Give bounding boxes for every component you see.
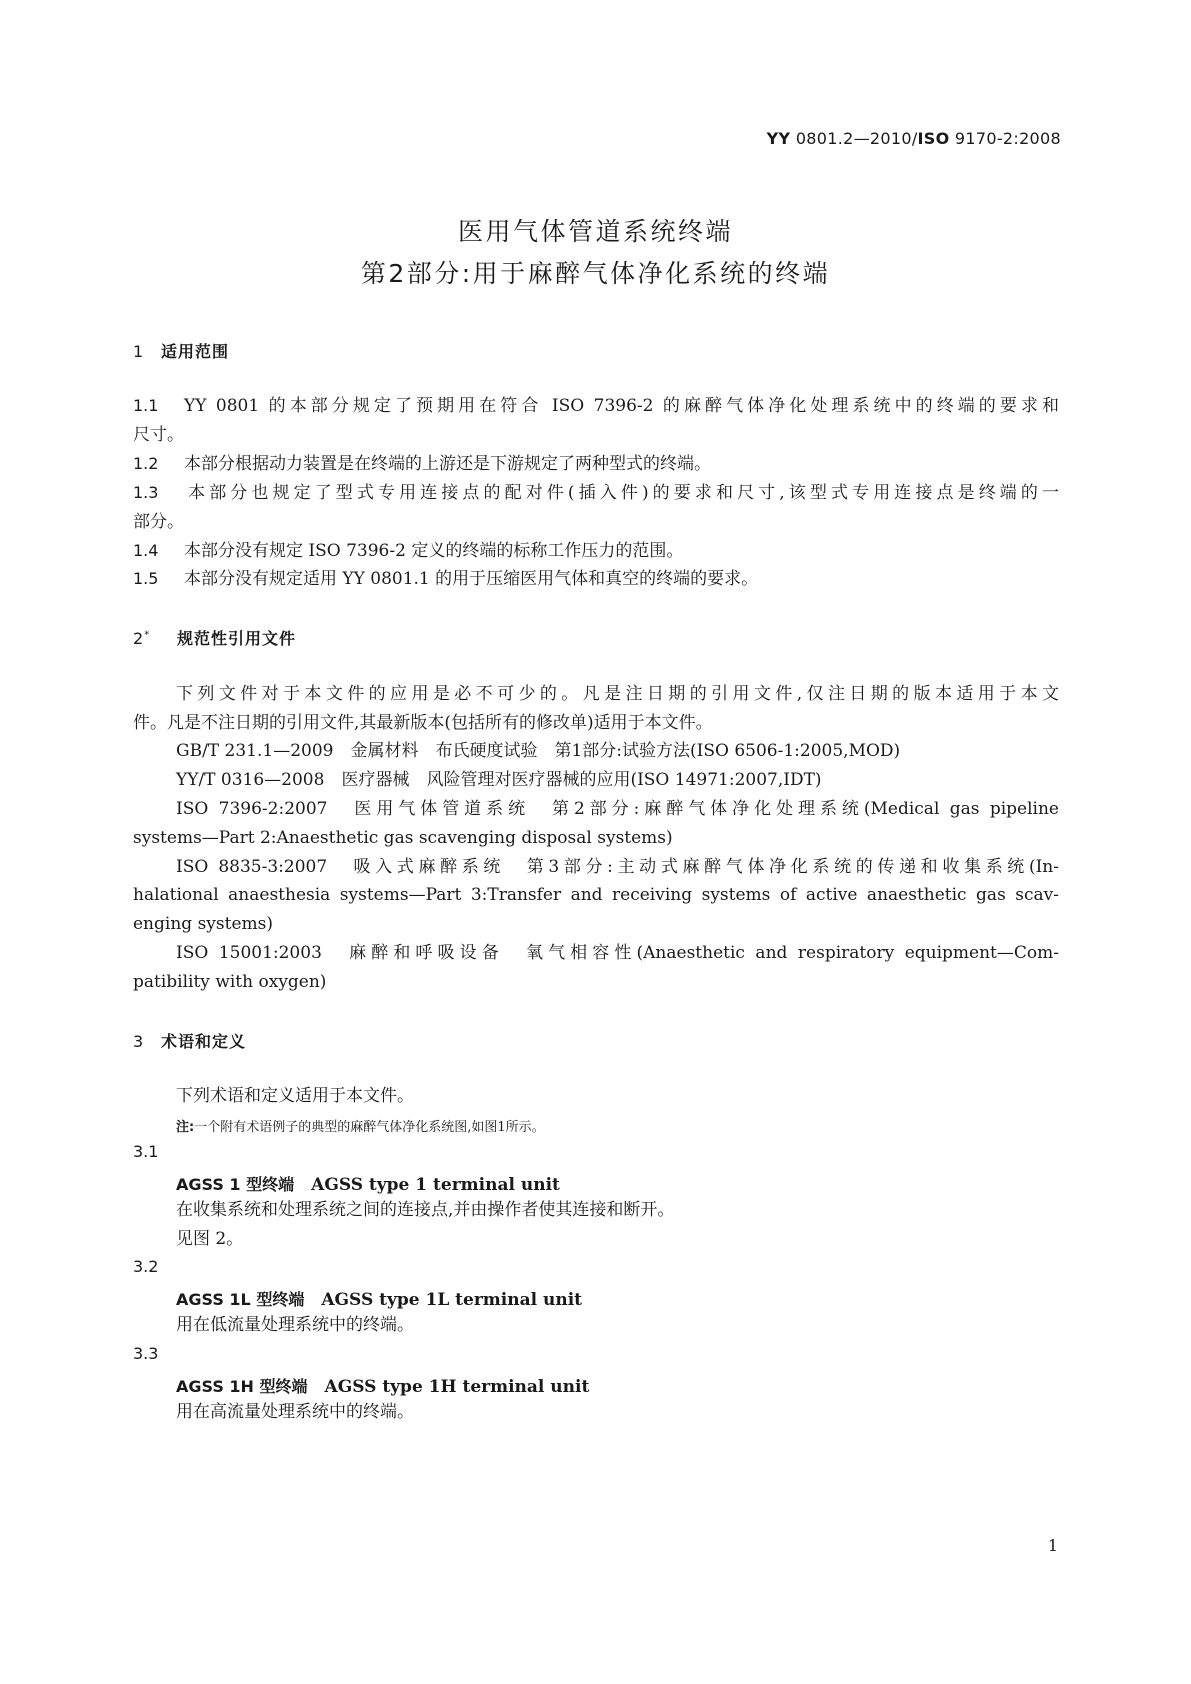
clause-1-5-number: 1.5 bbox=[133, 569, 159, 588]
section-2-heading bbox=[133, 626, 296, 649]
clause-1-4 bbox=[133, 541, 1059, 561]
clause-1-1-line-1 bbox=[133, 396, 1059, 416]
term-3-2-zh: AGSS 1L 型终端 bbox=[176, 1290, 305, 1309]
section-2-number bbox=[133, 629, 177, 648]
clause-1-2-text: 本部分根据动力装置是在终端的上游还是下游规定了两种型式的终端。 bbox=[184, 454, 711, 474]
clause-1-3-text-1: 本部分也规定了型式专用连接点的配对件(插入件)的要求和尺寸,该型式专用连接点是终端的一 bbox=[184, 483, 1059, 503]
term-3-2-title bbox=[176, 1285, 582, 1310]
section-1-title: 适用范围 bbox=[161, 342, 230, 361]
section-3-title: 术语和定义 bbox=[161, 1032, 247, 1051]
clause-1-1-line-2: 尺寸。 bbox=[133, 425, 184, 445]
section-1-number: 1 bbox=[133, 342, 145, 361]
term-3-2-number: 3.2 bbox=[133, 1257, 159, 1276]
reference-iso-7396-2-line-1: ISO 7396-2:2007 医用气体管道系统 第2部分:麻醉气体净化处理系统(Medical gas pipeline bbox=[176, 799, 1059, 819]
reference-iso-7396-2-line-2: systems—Part 2:Anaesthetic gas scavenging disposal systems) bbox=[133, 828, 673, 848]
clause-1-1-text-1: YY 0801 的本部分规定了预期用在符合 ISO 7396-2 的麻醉气体净化处理系统中的终端的要求和 bbox=[184, 396, 1059, 416]
section-2-mark: * bbox=[144, 629, 151, 641]
section-3-note bbox=[176, 1116, 545, 1135]
iso-number: 9170-2:2008 bbox=[954, 129, 1061, 148]
clause-1-3-number: 1.3 bbox=[133, 483, 159, 502]
term-3-1-en: AGSS type 1 terminal unit bbox=[311, 1175, 560, 1195]
reference-iso-15001-line-2: patibility with oxygen) bbox=[133, 972, 327, 992]
term-3-3-zh: AGSS 1H 型终端 bbox=[176, 1377, 308, 1396]
iso-prefix: ISO bbox=[917, 129, 950, 148]
section-3-heading bbox=[133, 1029, 246, 1052]
note-text: 一个附有术语例子的典型的麻醉气体净化系统图,如图1所示。 bbox=[194, 1120, 545, 1135]
reference-gbt-231-1: GB/T 231.1—2009 金属材料 布氏硬度试验 第1部分:试验方法(ISO 6506-1:2005,MOD) bbox=[176, 741, 901, 761]
term-3-3-en: AGSS type 1H terminal unit bbox=[324, 1377, 590, 1397]
term-3-3-number: 3.3 bbox=[133, 1344, 159, 1363]
clause-1-3-line-1 bbox=[133, 483, 1059, 503]
term-3-2-definition: 用在低流量处理系统中的终端。 bbox=[176, 1315, 414, 1335]
clause-1-3-line-2: 部分。 bbox=[133, 512, 184, 532]
term-3-1-see-figure: 见图 2。 bbox=[176, 1229, 244, 1249]
section-3-number: 3 bbox=[133, 1032, 145, 1051]
section-3-intro: 下列术语和定义适用于本文件。 bbox=[176, 1086, 414, 1106]
term-3-1-zh: AGSS 1 型终端 bbox=[176, 1175, 295, 1194]
std-number: 0801.2—2010/ bbox=[795, 129, 918, 148]
term-3-2-en: AGSS type 1L terminal unit bbox=[321, 1290, 583, 1310]
reference-iso-8835-3-line-2: halational anaesthesia systems—Part 3:Transfer and receiving systems of active anaesthetic gas scav- bbox=[133, 885, 1059, 905]
reference-iso-8835-3-line-3: enging systems) bbox=[133, 914, 273, 934]
note-label: 注: bbox=[176, 1120, 195, 1135]
title-line-1: 医用气体管道系统终端 bbox=[457, 217, 733, 246]
term-3-1-title bbox=[176, 1170, 560, 1195]
section-2-intro-line-1: 下列文件对于本文件的应用是必不可少的。凡是注日期的引用文件,仅注日期的版本适用于本文 bbox=[176, 684, 1059, 704]
section-1-heading bbox=[133, 339, 229, 362]
title-line-2: 第2部分:用于麻醉气体净化系统的终端 bbox=[360, 259, 831, 288]
clause-1-1-number: 1.1 bbox=[133, 396, 159, 415]
term-3-3-definition: 用在高流量处理系统中的终端。 bbox=[176, 1402, 414, 1422]
term-3-1-number: 3.1 bbox=[133, 1142, 159, 1161]
reference-iso-15001-line-1: ISO 15001:2003 麻醉和呼吸设备 氧气相容性(Anaesthetic and respiratory equipment—Com- bbox=[176, 943, 1059, 963]
reference-iso-8835-3-line-1: ISO 8835-3:2007 吸入式麻醉系统 第3部分:主动式麻醉气体净化系统的传递和收集系统(In- bbox=[176, 857, 1059, 877]
clause-1-5 bbox=[133, 569, 1059, 589]
section-2-intro-line-2: 件。凡是不注日期的引用文件,其最新版本(包括所有的修改单)适用于本文件。 bbox=[133, 713, 713, 733]
term-3-3-title bbox=[176, 1372, 589, 1397]
section-2-num: 2 bbox=[133, 629, 145, 648]
page-number: 1 bbox=[1047, 1536, 1058, 1555]
clause-1-4-text: 本部分没有规定 ISO 7396-2 定义的终端的标称工作压力的范围。 bbox=[184, 541, 684, 561]
std-prefix: YY bbox=[766, 129, 791, 148]
term-3-1-definition: 在收集系统和处理系统之间的连接点,并由操作者使其连接和断开。 bbox=[176, 1200, 675, 1220]
clause-1-2-number: 1.2 bbox=[133, 454, 159, 473]
standard-number-header bbox=[767, 129, 1061, 148]
clause-1-2 bbox=[133, 454, 1059, 474]
clause-1-4-number: 1.4 bbox=[133, 541, 159, 560]
section-2-title: 规范性引用文件 bbox=[177, 629, 297, 648]
reference-yyt-0316: YY/T 0316—2008 医疗器械 风险管理对医疗器械的应用(ISO 14971:2007,IDT) bbox=[176, 770, 822, 790]
clause-1-5-text: 本部分没有规定适用 YY 0801.1 的用于压缩医用气体和真空的终端的要求。 bbox=[184, 569, 759, 589]
